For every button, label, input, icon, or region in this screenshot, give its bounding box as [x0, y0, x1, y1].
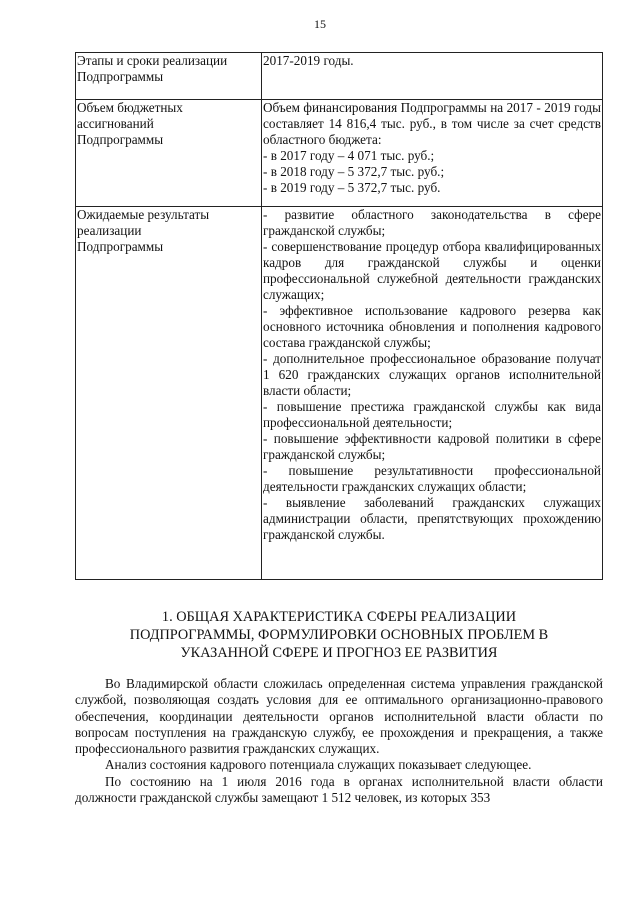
value-line: Объем финансирования Подпрограммы на 2017 - 2019 годы составляет 14 816,4 тыс. руб., в том числе за счет средств областного бюджета: — [263, 100, 601, 147]
heading-line: ПОДПРОГРАММЫ, ФОРМУЛИРОВКИ ОСНОВНЫХ ПРОБЛЕМ В — [129, 627, 549, 643]
result-item: - повышение престижа гражданской службы как вида профессиональной деятельности; — [263, 399, 601, 430]
label-line: ассигнований — [77, 116, 154, 131]
label-line: Подпрограммы — [77, 132, 164, 147]
table-row — [76, 53, 603, 100]
value-line: 2017-2019 годы. — [263, 53, 354, 68]
row-value-stages — [262, 53, 603, 100]
result-item: - развитие областного законодательства в сфере гражданской службы; — [263, 207, 601, 238]
row-label-budget — [76, 100, 262, 207]
label-line: Ожидаемые результаты — [77, 207, 210, 222]
heading-line: УКАЗАННОЙ СФЕРЕ И ПРОГНОЗ ЕЕ РАЗВИТИЯ — [180, 645, 498, 661]
section-body — [75, 676, 603, 806]
value-line: - в 2017 году – 4 071 тыс. руб.; — [263, 148, 435, 163]
label-line: Подпрограммы — [77, 239, 164, 254]
body-paragraph: Анализ состояния кадрового потенциала служащих показывает следующее. — [105, 757, 532, 773]
result-item: - выявление заболеваний гражданских служащих администрации области, препятствующих прохождению гражданской службы. — [263, 495, 601, 542]
table-row — [76, 207, 603, 580]
label-line: Объем бюджетных — [77, 100, 183, 115]
row-value-results — [262, 207, 603, 580]
label-line: Этапы и сроки реализации — [77, 53, 228, 68]
row-value-budget — [262, 100, 603, 207]
result-item: - повышение эффективности кадровой политики в сфере гражданской службы; — [263, 431, 601, 462]
row-label-results — [76, 207, 262, 580]
value-line: - в 2018 году – 5 372,7 тыс. руб.; — [263, 164, 445, 179]
body-paragraph: Во Владимирской области сложилась определенная система управления гражданской службой, позволяющая создать условия для ее оптимального организационно-правового обеспечения, координации деятельности органов исполнительной власти области по вопросам поступления на гражданскую службу, ее прохождения и прекращения, а также профессионального развития гражданских служащих. — [75, 676, 603, 757]
subprogram-passport-table — [75, 52, 603, 580]
body-paragraph: По состоянию на 1 июля 2016 года в органах исполнительной власти области должности гражданской службы замещают 1 512 человек, из которых 353 — [75, 773, 603, 806]
result-item: - повышение результативности профессиональной деятельности гражданских служащих области; — [263, 463, 601, 494]
result-item: - эффективное использование кадрового резерва как основного источника обновления и пополнения кадрового состава гражданской службы; — [263, 303, 601, 350]
label-line: Подпрограммы — [77, 69, 164, 84]
result-item: - совершенствование процедур отбора квалифицированных кадров для гражданской службы и оценки профессиональной служебной деятельности гражданских служащих; — [263, 239, 601, 302]
result-item: - дополнительное профессиональное образование получат 1 620 гражданских служащих органов исполнительной власти области; — [263, 351, 601, 398]
value-line: - в 2019 году – 5 372,7 тыс. руб. — [263, 180, 441, 195]
label-line: реализации — [77, 223, 142, 238]
row-label-stages — [76, 53, 262, 100]
page-number: 15 — [314, 17, 326, 31]
table-row — [76, 100, 603, 207]
heading-line: 1. ОБЩАЯ ХАРАКТЕРИСТИКА СФЕРЫ РЕАЛИЗАЦИИ — [161, 609, 517, 625]
section-heading — [75, 608, 603, 662]
